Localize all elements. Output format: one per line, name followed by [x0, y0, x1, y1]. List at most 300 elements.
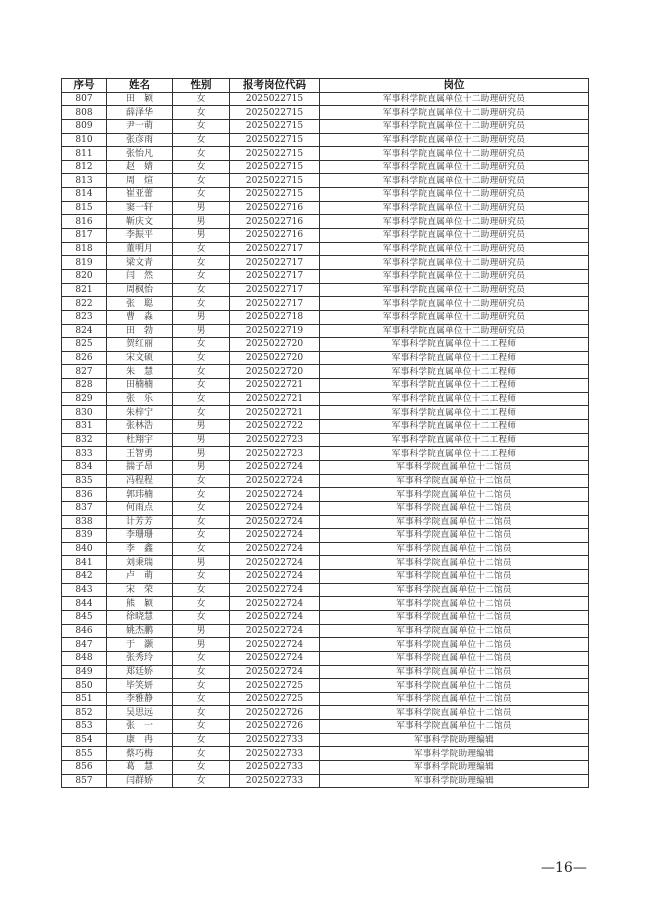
- cell-gender: 女: [173, 570, 230, 584]
- table-row: [62, 570, 589, 584]
- cell-position: 军事科学院直属单位十二馆员: [320, 720, 589, 734]
- cell-gender: 女: [173, 188, 230, 202]
- cell-position-code: 2025022718: [230, 310, 320, 324]
- cell-position-code: 2025022717: [230, 242, 320, 256]
- cell-serial: 838: [62, 515, 107, 529]
- cell-serial: 849: [62, 665, 107, 679]
- candidate-table: [61, 78, 589, 788]
- table-row: [62, 774, 589, 788]
- cell-name: 朱梓宁: [107, 406, 173, 420]
- cell-serial: 852: [62, 706, 107, 720]
- cell-position: 军事科学院直属单位十二馆员: [320, 501, 589, 515]
- cell-gender: 女: [173, 529, 230, 543]
- cell-position: 军事科学院直属单位十二工程师: [320, 420, 589, 434]
- header-serial: 序号: [62, 79, 107, 93]
- cell-name: 宋文硕: [107, 351, 173, 365]
- cell-serial: 818: [62, 242, 107, 256]
- cell-serial: 808: [62, 106, 107, 120]
- table-row: [62, 610, 589, 624]
- cell-name: 徐晓慧: [107, 610, 173, 624]
- table-row: [62, 420, 589, 434]
- table-row: [62, 351, 589, 365]
- cell-position: 军事科学院直属单位十二助理研究员: [320, 215, 589, 229]
- table-row: [62, 269, 589, 283]
- cell-name: 郑廷娇: [107, 665, 173, 679]
- cell-position-code: 2025022724: [230, 665, 320, 679]
- cell-serial: 856: [62, 761, 107, 775]
- table-row: [62, 119, 589, 133]
- cell-position-code: 2025022716: [230, 215, 320, 229]
- cell-name: 卢 萌: [107, 570, 173, 584]
- cell-name: 冯程程: [107, 474, 173, 488]
- cell-position-code: 2025022724: [230, 624, 320, 638]
- table-row: [62, 106, 589, 120]
- table-row: [62, 460, 589, 474]
- table-body: [62, 92, 589, 788]
- cell-name: 贺红丽: [107, 338, 173, 352]
- table-row: [62, 488, 589, 502]
- cell-position: 军事科学院直属单位十二馆员: [320, 570, 589, 584]
- table-row: [62, 242, 589, 256]
- cell-gender: 女: [173, 774, 230, 788]
- cell-position: 军事科学院直属单位十二馆员: [320, 610, 589, 624]
- cell-serial: 811: [62, 147, 107, 161]
- cell-position-code: 2025022724: [230, 610, 320, 624]
- header-position: 岗位: [320, 79, 589, 93]
- table-row: [62, 392, 589, 406]
- cell-serial: 848: [62, 651, 107, 665]
- cell-position: 军事科学院直属单位十二助理研究员: [320, 174, 589, 188]
- cell-gender: 女: [173, 761, 230, 775]
- cell-position-code: 2025022726: [230, 720, 320, 734]
- header-gender: 性别: [173, 79, 230, 93]
- table-row: [62, 215, 589, 229]
- table-row: [62, 201, 589, 215]
- table-row: [62, 160, 589, 174]
- cell-position-code: 2025022716: [230, 229, 320, 243]
- cell-position: 军事科学院直属单位十二助理研究员: [320, 188, 589, 202]
- cell-name: 李雅静: [107, 692, 173, 706]
- cell-serial: 854: [62, 733, 107, 747]
- table-row: [62, 665, 589, 679]
- cell-gender: 女: [173, 297, 230, 311]
- cell-position-code: 2025022726: [230, 706, 320, 720]
- cell-gender: 女: [173, 147, 230, 161]
- cell-serial: 830: [62, 406, 107, 420]
- header-position-code: 报考岗位代码: [230, 79, 320, 93]
- cell-name: 何雨点: [107, 501, 173, 515]
- cell-serial: 807: [62, 92, 107, 106]
- cell-serial: 841: [62, 556, 107, 570]
- cell-gender: 女: [173, 406, 230, 420]
- cell-position: 军事科学院直属单位十二工程师: [320, 351, 589, 365]
- cell-position: 军事科学院直属单位十二助理研究员: [320, 160, 589, 174]
- cell-serial: 857: [62, 774, 107, 788]
- cell-position: 军事科学院助理编辑: [320, 747, 589, 761]
- cell-gender: 女: [173, 392, 230, 406]
- cell-gender: 男: [173, 229, 230, 243]
- cell-gender: 女: [173, 501, 230, 515]
- cell-position: 军事科学院直属单位十二工程师: [320, 392, 589, 406]
- cell-name: 闫群娇: [107, 774, 173, 788]
- table-row: [62, 706, 589, 720]
- table-row: [62, 583, 589, 597]
- table-row: [62, 747, 589, 761]
- cell-gender: 女: [173, 488, 230, 502]
- table-row: [62, 297, 589, 311]
- cell-gender: 女: [173, 92, 230, 106]
- table-row: [62, 365, 589, 379]
- cell-position-code: 2025022725: [230, 692, 320, 706]
- cell-position-code: 2025022733: [230, 774, 320, 788]
- cell-serial: 832: [62, 433, 107, 447]
- cell-gender: 男: [173, 324, 230, 338]
- cell-position-code: 2025022715: [230, 188, 320, 202]
- table-row: [62, 147, 589, 161]
- cell-serial: 823: [62, 310, 107, 324]
- cell-position: 军事科学院直属单位十二工程师: [320, 447, 589, 461]
- cell-name: 姚杰鹏: [107, 624, 173, 638]
- cell-position-code: 2025022715: [230, 92, 320, 106]
- cell-position: 军事科学院直属单位十二助理研究员: [320, 133, 589, 147]
- cell-serial: 810: [62, 133, 107, 147]
- cell-gender: 男: [173, 638, 230, 652]
- cell-name: 吴思远: [107, 706, 173, 720]
- table-row: [62, 679, 589, 693]
- cell-serial: 845: [62, 610, 107, 624]
- cell-name: 周 煊: [107, 174, 173, 188]
- cell-gender: 男: [173, 447, 230, 461]
- cell-position: 军事科学院直属单位十二助理研究员: [320, 310, 589, 324]
- cell-name: 田楠楠: [107, 379, 173, 393]
- cell-position-code: 2025022722: [230, 420, 320, 434]
- cell-serial: 820: [62, 269, 107, 283]
- cell-position-code: 2025022720: [230, 351, 320, 365]
- cell-name: 杜翔宇: [107, 433, 173, 447]
- cell-name: 葛 慧: [107, 761, 173, 775]
- cell-gender: 女: [173, 474, 230, 488]
- cell-serial: 855: [62, 747, 107, 761]
- cell-position-code: 2025022716: [230, 201, 320, 215]
- cell-name: 张彦雨: [107, 133, 173, 147]
- cell-gender: 男: [173, 215, 230, 229]
- cell-position-code: 2025022725: [230, 679, 320, 693]
- cell-position: 军事科学院直属单位十二馆员: [320, 529, 589, 543]
- cell-serial: 816: [62, 215, 107, 229]
- cell-serial: 828: [62, 379, 107, 393]
- table-row: [62, 338, 589, 352]
- cell-name: 李 鑫: [107, 542, 173, 556]
- cell-gender: 女: [173, 720, 230, 734]
- cell-gender: 女: [173, 256, 230, 270]
- cell-position: 军事科学院直属单位十二馆员: [320, 679, 589, 693]
- cell-gender: 女: [173, 515, 230, 529]
- cell-position: 军事科学院直属单位十二馆员: [320, 515, 589, 529]
- cell-position-code: 2025022724: [230, 488, 320, 502]
- cell-gender: 女: [173, 679, 230, 693]
- cell-position-code: 2025022733: [230, 733, 320, 747]
- cell-position: 军事科学院直属单位十二助理研究员: [320, 119, 589, 133]
- table-row: [62, 229, 589, 243]
- cell-serial: 817: [62, 229, 107, 243]
- cell-name: 刘秉瑞: [107, 556, 173, 570]
- cell-position: 军事科学院直属单位十二工程师: [320, 379, 589, 393]
- cell-position: 军事科学院直属单位十二助理研究员: [320, 229, 589, 243]
- cell-position: 军事科学院助理编辑: [320, 774, 589, 788]
- cell-position-code: 2025022717: [230, 283, 320, 297]
- table-row: [62, 474, 589, 488]
- cell-serial: 834: [62, 460, 107, 474]
- cell-serial: 844: [62, 597, 107, 611]
- cell-position: 军事科学院直属单位十二工程师: [320, 365, 589, 379]
- cell-name: 李振平: [107, 229, 173, 243]
- cell-position-code: 2025022724: [230, 651, 320, 665]
- cell-name: 张 乐: [107, 392, 173, 406]
- cell-serial: 812: [62, 160, 107, 174]
- cell-position-code: 2025022715: [230, 133, 320, 147]
- cell-gender: 男: [173, 420, 230, 434]
- cell-position-code: 2025022717: [230, 269, 320, 283]
- cell-name: 张 聪: [107, 297, 173, 311]
- cell-gender: 女: [173, 242, 230, 256]
- cell-name: 周枫怡: [107, 283, 173, 297]
- cell-serial: 840: [62, 542, 107, 556]
- cell-position: 军事科学院直属单位十二工程师: [320, 433, 589, 447]
- cell-name: 崔亚蕾: [107, 188, 173, 202]
- cell-serial: 814: [62, 188, 107, 202]
- cell-gender: 男: [173, 624, 230, 638]
- cell-gender: 女: [173, 365, 230, 379]
- cell-position: 军事科学院直属单位十二馆员: [320, 488, 589, 502]
- cell-serial: 827: [62, 365, 107, 379]
- cell-gender: 女: [173, 597, 230, 611]
- table-row: [62, 624, 589, 638]
- cell-position: 军事科学院直属单位十二馆员: [320, 556, 589, 570]
- table-row: [62, 92, 589, 106]
- table-row: [62, 515, 589, 529]
- cell-position: 军事科学院直属单位十二馆员: [320, 597, 589, 611]
- table-row: [62, 761, 589, 775]
- cell-name: 毕笑妍: [107, 679, 173, 693]
- header-name: 姓名: [107, 79, 173, 93]
- cell-name: 于 灏: [107, 638, 173, 652]
- cell-position: 军事科学院直属单位十二助理研究员: [320, 256, 589, 270]
- table-row: [62, 720, 589, 734]
- cell-position: 军事科学院直属单位十二馆员: [320, 583, 589, 597]
- cell-position: 军事科学院直属单位十二助理研究员: [320, 324, 589, 338]
- cell-name: 朱 慧: [107, 365, 173, 379]
- cell-serial: 831: [62, 420, 107, 434]
- cell-name: 郭玮楠: [107, 488, 173, 502]
- cell-position-code: 2025022724: [230, 542, 320, 556]
- cell-gender: 女: [173, 692, 230, 706]
- cell-position: 军事科学院直属单位十二助理研究员: [320, 92, 589, 106]
- cell-position-code: 2025022715: [230, 106, 320, 120]
- cell-name: 张怡凡: [107, 147, 173, 161]
- cell-name: 靳庆文: [107, 215, 173, 229]
- cell-serial: 842: [62, 570, 107, 584]
- cell-position-code: 2025022723: [230, 447, 320, 461]
- cell-position: 军事科学院助理编辑: [320, 761, 589, 775]
- table-row: [62, 638, 589, 652]
- cell-position-code: 2025022724: [230, 515, 320, 529]
- cell-position: 军事科学院直属单位十二助理研究员: [320, 269, 589, 283]
- cell-position-code: 2025022717: [230, 256, 320, 270]
- cell-serial: 835: [62, 474, 107, 488]
- cell-gender: 女: [173, 160, 230, 174]
- cell-serial: 836: [62, 488, 107, 502]
- cell-gender: 女: [173, 542, 230, 556]
- table-row: [62, 310, 589, 324]
- cell-serial: 853: [62, 720, 107, 734]
- cell-name: 赵 婧: [107, 160, 173, 174]
- cell-position-code: 2025022723: [230, 433, 320, 447]
- cell-gender: 男: [173, 556, 230, 570]
- cell-gender: 女: [173, 338, 230, 352]
- cell-gender: 男: [173, 433, 230, 447]
- cell-gender: 男: [173, 310, 230, 324]
- table-row: [62, 174, 589, 188]
- cell-position: 军事科学院直属单位十二馆员: [320, 651, 589, 665]
- cell-serial: 846: [62, 624, 107, 638]
- cell-name: 田 勃: [107, 324, 173, 338]
- cell-position-code: 2025022724: [230, 501, 320, 515]
- cell-gender: 女: [173, 174, 230, 188]
- cell-position-code: 2025022724: [230, 597, 320, 611]
- cell-name: 张秀玲: [107, 651, 173, 665]
- table-row: [62, 256, 589, 270]
- cell-name: 田 颖: [107, 92, 173, 106]
- cell-serial: 822: [62, 297, 107, 311]
- cell-gender: 女: [173, 665, 230, 679]
- table-row: [62, 597, 589, 611]
- cell-position: 军事科学院直属单位十二馆员: [320, 624, 589, 638]
- cell-name: 梁文青: [107, 256, 173, 270]
- cell-position-code: 2025022719: [230, 324, 320, 338]
- table-row: [62, 324, 589, 338]
- cell-gender: 女: [173, 706, 230, 720]
- cell-name: 熊 颖: [107, 597, 173, 611]
- cell-gender: 女: [173, 651, 230, 665]
- cell-name: 计芳芳: [107, 515, 173, 529]
- cell-position: 军事科学院直属单位十二工程师: [320, 338, 589, 352]
- cell-position-code: 2025022724: [230, 570, 320, 584]
- cell-serial: 833: [62, 447, 107, 461]
- table-row: [62, 501, 589, 515]
- cell-position-code: 2025022717: [230, 297, 320, 311]
- cell-position: 军事科学院直属单位十二助理研究员: [320, 106, 589, 120]
- cell-serial: 843: [62, 583, 107, 597]
- cell-position: 军事科学院直属单位十二助理研究员: [320, 201, 589, 215]
- table-row: [62, 542, 589, 556]
- cell-position-code: 2025022724: [230, 638, 320, 652]
- cell-name: 李珊珊: [107, 529, 173, 543]
- table-row: [62, 556, 589, 570]
- cell-position-code: 2025022724: [230, 556, 320, 570]
- cell-name: 张林浩: [107, 420, 173, 434]
- cell-position: 军事科学院直属单位十二助理研究员: [320, 147, 589, 161]
- cell-position-code: 2025022721: [230, 379, 320, 393]
- cell-serial: 826: [62, 351, 107, 365]
- cell-serial: 819: [62, 256, 107, 270]
- table-row: [62, 733, 589, 747]
- cell-serial: 851: [62, 692, 107, 706]
- table-row: [62, 447, 589, 461]
- cell-position-code: 2025022720: [230, 338, 320, 352]
- cell-name: 宋 荣: [107, 583, 173, 597]
- cell-name: 薛泽华: [107, 106, 173, 120]
- cell-position-code: 2025022724: [230, 474, 320, 488]
- cell-serial: 815: [62, 201, 107, 215]
- cell-gender: 女: [173, 583, 230, 597]
- table-row: [62, 188, 589, 202]
- cell-position-code: 2025022733: [230, 761, 320, 775]
- cell-name: 窦一轩: [107, 201, 173, 215]
- cell-serial: 847: [62, 638, 107, 652]
- cell-gender: 女: [173, 119, 230, 133]
- cell-gender: 女: [173, 379, 230, 393]
- page-number: —16—: [541, 860, 587, 876]
- cell-position-code: 2025022721: [230, 406, 320, 420]
- cell-position-code: 2025022724: [230, 460, 320, 474]
- cell-serial: 825: [62, 338, 107, 352]
- cell-serial: 829: [62, 392, 107, 406]
- cell-position: 军事科学院直属单位十二工程师: [320, 406, 589, 420]
- cell-serial: 850: [62, 679, 107, 693]
- cell-gender: 男: [173, 201, 230, 215]
- cell-name: 揣子昂: [107, 460, 173, 474]
- cell-gender: 女: [173, 133, 230, 147]
- cell-name: 董明月: [107, 242, 173, 256]
- table-row: [62, 379, 589, 393]
- cell-gender: 女: [173, 351, 230, 365]
- cell-gender: 女: [173, 610, 230, 624]
- cell-name: 康 冉: [107, 733, 173, 747]
- cell-name: 尹一萌: [107, 119, 173, 133]
- cell-name: 曹 淼: [107, 310, 173, 324]
- cell-position: 军事科学院直属单位十二助理研究员: [320, 283, 589, 297]
- cell-position: 军事科学院助理编辑: [320, 733, 589, 747]
- cell-serial: 837: [62, 501, 107, 515]
- cell-serial: 839: [62, 529, 107, 543]
- cell-position-code: 2025022724: [230, 529, 320, 543]
- cell-serial: 824: [62, 324, 107, 338]
- cell-position-code: 2025022724: [230, 583, 320, 597]
- cell-position: 军事科学院直属单位十二馆员: [320, 706, 589, 720]
- cell-position: 军事科学院直属单位十二助理研究员: [320, 242, 589, 256]
- cell-serial: 809: [62, 119, 107, 133]
- cell-gender: 女: [173, 747, 230, 761]
- cell-position-code: 2025022733: [230, 747, 320, 761]
- cell-position: 军事科学院直属单位十二馆员: [320, 542, 589, 556]
- cell-gender: 女: [173, 733, 230, 747]
- cell-serial: 821: [62, 283, 107, 297]
- cell-position: 军事科学院直属单位十二馆员: [320, 665, 589, 679]
- table-row: [62, 529, 589, 543]
- cell-gender: 女: [173, 269, 230, 283]
- cell-position-code: 2025022721: [230, 392, 320, 406]
- cell-position-code: 2025022715: [230, 147, 320, 161]
- cell-name: 蔡巧梅: [107, 747, 173, 761]
- table-row: [62, 692, 589, 706]
- table-row: [62, 651, 589, 665]
- cell-position: 军事科学院直属单位十二助理研究员: [320, 297, 589, 311]
- table-row: [62, 283, 589, 297]
- cell-name: 张 一: [107, 720, 173, 734]
- cell-position-code: 2025022715: [230, 119, 320, 133]
- table-row: [62, 433, 589, 447]
- cell-position: 军事科学院直属单位十二馆员: [320, 692, 589, 706]
